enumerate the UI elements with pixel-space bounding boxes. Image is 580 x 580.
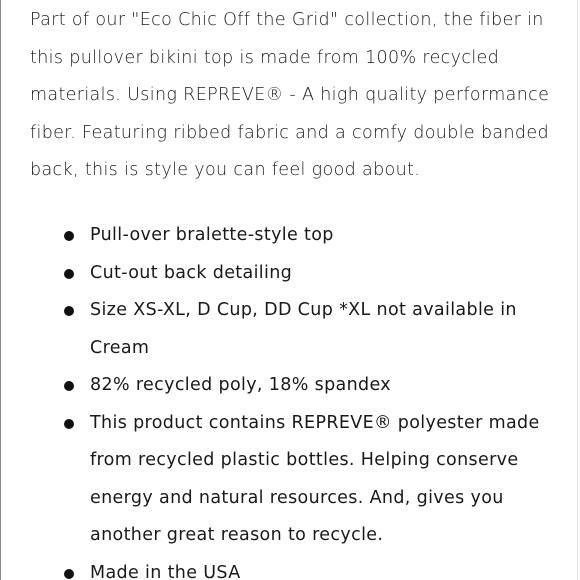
description-paragraph: Part of our "Eco Chic Off the Grid" collection, the fiber in this pullover bikini top is made from 100% recycled materials. Using REPREVE® - A high quality performance fiber. Featuring ribbed fabric and a comfy double banded back, this is style you can feel good about. (30, 10, 550, 180)
feature-item (30, 292, 550, 367)
feature-text: 82% recycled poly, 18% spandex (90, 375, 392, 395)
feature-list (30, 217, 550, 580)
feature-text: This product contains REPREVE® polyester made from recycled plastic bottles. Helping conserve energy and natural resources. And, gives you another great reason to recycle. (90, 412, 540, 545)
feature-text: Made in the USA (90, 562, 241, 580)
right-border-line (577, 0, 578, 580)
feature-item (30, 255, 550, 293)
feature-item (30, 555, 550, 580)
product-description (30, 2, 570, 190)
bullet-icon (64, 231, 74, 241)
bullet-icon (64, 269, 74, 279)
feature-text: Size XS-XL, D Cup, DD Cup *XL not available in Cream (90, 300, 517, 358)
bullet-icon (64, 569, 74, 579)
feature-text: Cut-out back detailing (90, 262, 293, 283)
bullet-icon (64, 306, 74, 316)
left-border-line (0, 0, 1, 580)
bullet-icon (64, 381, 74, 391)
feature-item (30, 217, 550, 255)
bullet-icon (64, 419, 74, 429)
feature-item (30, 405, 550, 555)
feature-text: Pull-over bralette-style top (90, 225, 334, 245)
feature-item (30, 367, 550, 405)
